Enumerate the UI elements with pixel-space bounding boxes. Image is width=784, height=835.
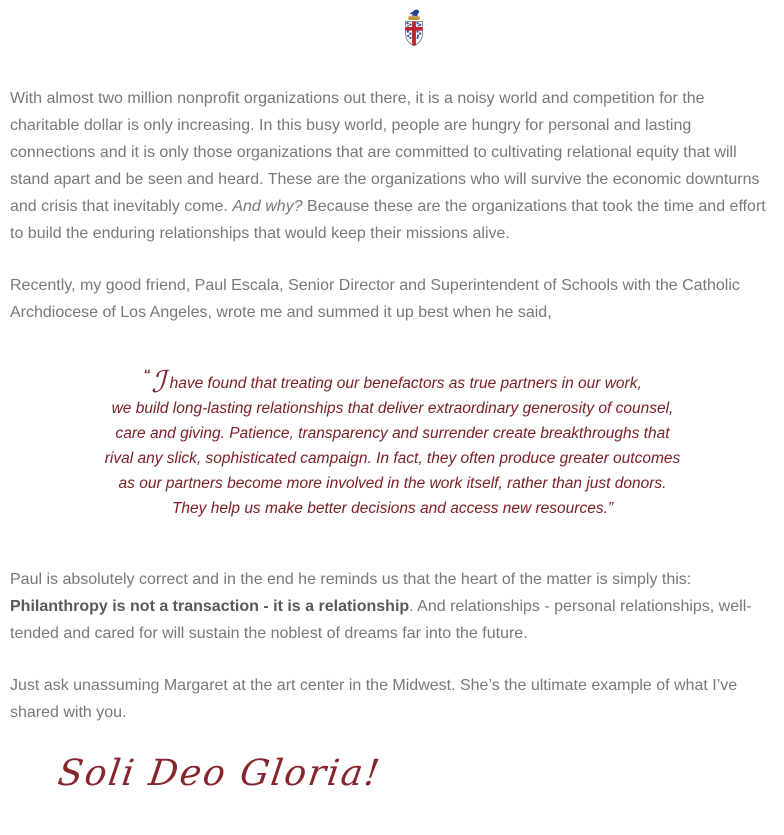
- intro-text-italic: And why?: [232, 198, 308, 215]
- coat-of-arms-icon: [402, 9, 426, 47]
- conclusion-text-bold: Philanthropy is not a transaction - it is a relationship: [10, 598, 410, 615]
- quote-line-text: They help us make better decisions and access new resources.”: [171, 500, 614, 517]
- quote-line-text: as our partners become more involved in the work itself, rather than just donors.: [118, 475, 667, 492]
- margaret-paragraph: Just ask unassuming Margaret at the art center in the Midwest. She’s the ultimate example of what I’ve shared with you.: [10, 677, 738, 721]
- signature-soli-deo-gloria: Soli Deo Gloria!: [55, 753, 384, 794]
- open-quote-mark: “: [143, 366, 152, 382]
- conclusion-paragraph: [10, 566, 775, 647]
- quote-line-text: we build long-lasting relationships that deliver extraordinary generosity of counsel,: [111, 400, 674, 417]
- intro-paragraph: [10, 85, 775, 247]
- intro-text-2: Because these are the organizations that took the time and effort to build the enduring relationships that would keep their missions alive.: [10, 198, 766, 242]
- quote-line-text: have found that treating our benefactors as true partners in our work,: [169, 375, 642, 392]
- pull-quote-block: [10, 362, 775, 521]
- script-initial: ℐ: [151, 365, 166, 400]
- crest-row: [0, 0, 784, 47]
- conclusion-text-2: . And relationships - personal relationships, well-tended and cared for will sustain the noblest of dreams far into the future.: [10, 598, 752, 642]
- conclusion-text-1: Paul is absolutely correct and in the end he reminds us that the heart of the matter is simply this:: [10, 571, 692, 588]
- letter-body: [0, 85, 784, 797]
- intro-text-1: With almost two million nonprofit organizations out there, it is a noisy world and competition for the charitable dollar is only increasing. In this busy world, people are hungry for personal and lasting connections and it is only those organizations that are committed to cultivating relational equity that will stand apart and be seen and heard. These are the organizations who will survive the economic downturns and crisis that inevitably come.: [10, 90, 760, 215]
- friend-paragraph: Recently, my good friend, Paul Escala, Senior Director and Superintendent of Schools with the Catholic Archdiocese of Los Angeles, wrote me and summed it up best when he said,: [10, 277, 740, 321]
- quote-line-text: care and giving. Patience, transparency and surrender create breakthroughs that: [115, 425, 670, 442]
- quote-line-text: rival any slick, sophisticated campaign. In fact, they often produce greater outcomes: [104, 450, 681, 467]
- quote-line-first: [10, 362, 775, 400]
